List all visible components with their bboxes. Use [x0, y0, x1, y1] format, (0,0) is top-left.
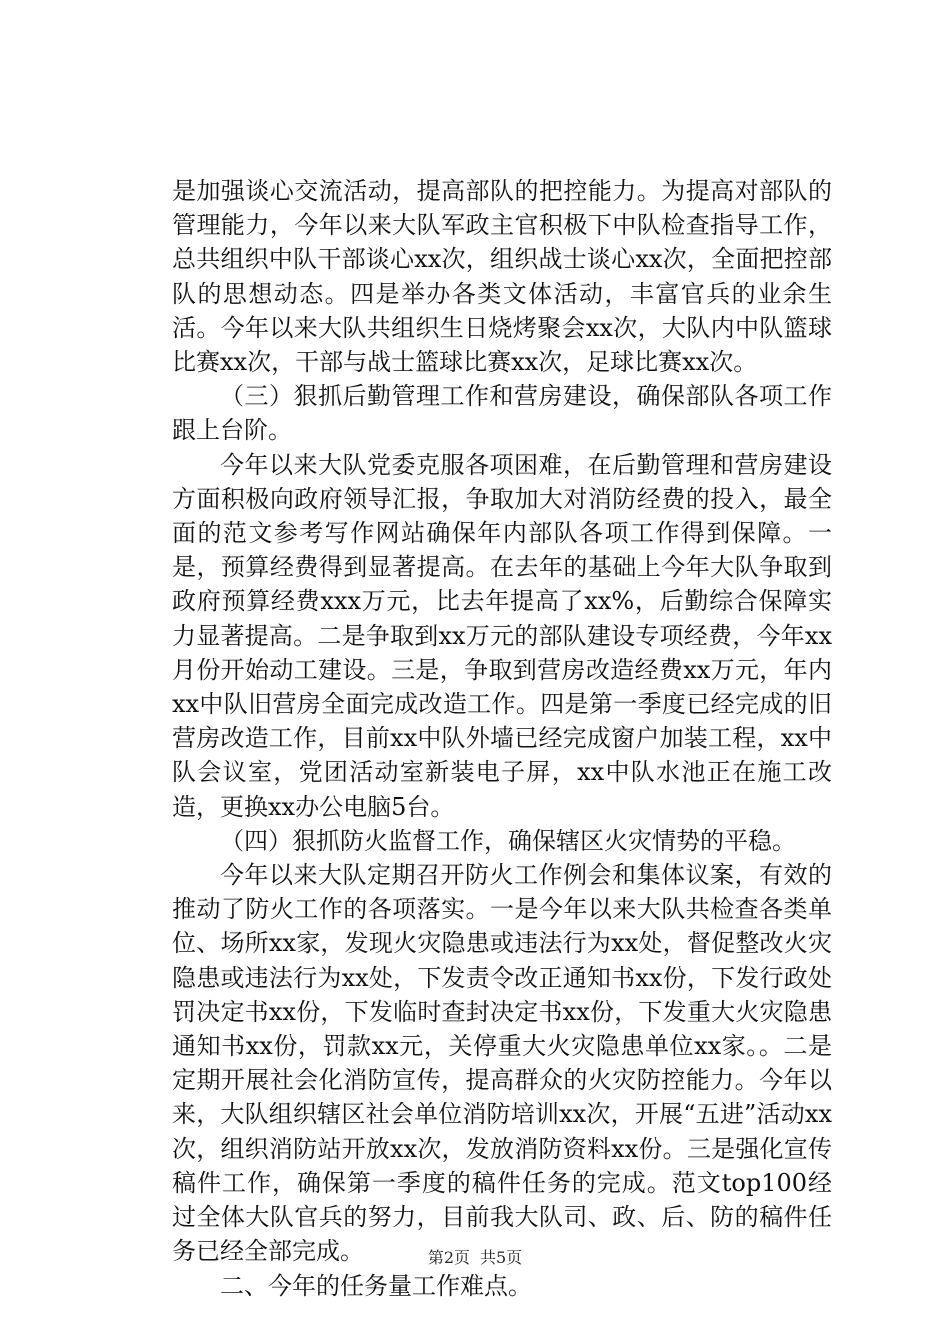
- document-body: [172, 174, 832, 1303]
- page-footer: [0, 1245, 950, 1268]
- paragraph-logistics: 今年以来大队党委克服各项困难，在后勤管理和营房建设方面积极向政府领导汇报，争取加大对消防经费的投入，最全面的范文参考写作网站确保年内部队各项工作得到保障。一是，预算经费得到显著提高。在去年的基础上今年大队争取到政府预算经费xxx万元，比去年提高了xx%，后勤综合保障实力显著提高。二是争取到xx万元的部队建设专项经费，今年xx月份开始动工建设。三是，争取到营房改造经费xx万元，年内xx中队旧营房全面完成改造工作。四是第一季度已经完成的旧营房改造工作，目前xx中队外墙已经完成窗户加装工程，xx中队会议室，党团活动室新装电子屏，xx中队水池正在施工改造，更换xx办公电脑5台。: [172, 450, 832, 821]
- section-heading-difficulties: 二、今年的任务量工作难点。: [220, 1271, 532, 1300]
- page-number: 第2页: [427, 1248, 470, 1267]
- paragraph-fire-supervision: 今年以来大队定期召开防火工作例会和集体议案，有效的推动了防火工作的各项落实。一是今年以来大队共检查各类单位、场所xx家，发现火灾隐患或违法行为xx处，督促整改火灾隐患或违法行为xx处，下发责令改正通知书xx份，下发行政处罚决定书xx份，下发临时查封决定书xx份，下发重大火灾隐患通知书xx份，罚款xx元，关停重大火灾隐患单位xx家。。二是定期开展社会化消防宣传，提高群众的火灾防控能力。今年以来，大队组织辖区社会单位消防培训xx次，开展“五进”活动xx次，组织消防站开放xx次，发放消防资料xx份。三是强化宣传稿件工作，确保第一季度的稿件任务的完成。范文top100经过全体大队官兵的努力，目前我大队司、政、后、防的稿件任务已经全部完成。: [172, 861, 832, 1266]
- paragraph-continuation: 是加强谈心交流活动，提高部队的把控能力。为提高对部队的管理能力，今年以来大队军政主官积极下中队检查指导工作，总共组织中队干部谈心xx次，组织战士谈心xx次，全面把控部队的思想动态。四是举办各类文体活动，丰富官兵的业余生活。今年以来大队共组织生日烧烤聚会xx次，大队内中队篮球比赛xx次，干部与战士篮球比赛xx次，足球比赛xx次。: [172, 177, 832, 377]
- section-heading-logistics: （三）狠抓后勤管理工作和营房建设，确保部队各项工作跟上台阶。: [172, 382, 832, 445]
- page-total: 共5页: [480, 1248, 523, 1267]
- section-heading-fire-supervision: （四）狠抓防火监督工作，确保辖区火灾情势的平稳。: [220, 826, 796, 855]
